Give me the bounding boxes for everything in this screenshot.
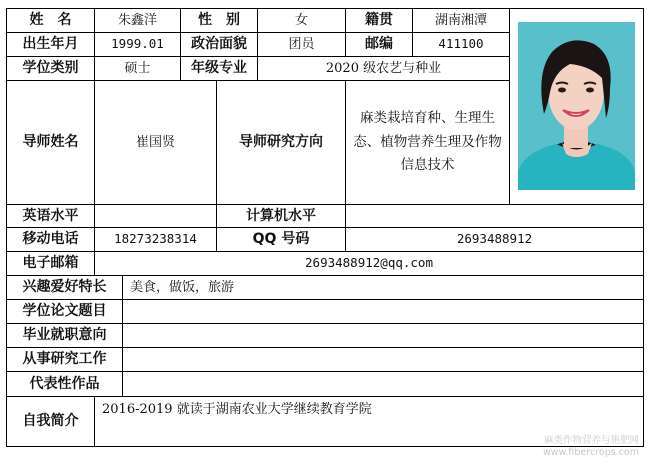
advisor-value: 崔国贤 (94, 80, 217, 205)
intro-value: 2016-2019 就读于湖南农业大学继续教育学院 (94, 396, 644, 447)
hobby-label: 兴趣爱好特长 (6, 275, 123, 300)
watermark-title: 麻类作物营养与施肥网 (543, 435, 639, 447)
name-value: 朱鑫洋 (94, 8, 181, 33)
birth-value: 1999.01 (94, 32, 181, 57)
watermark-url: www.fibercrops.com (542, 447, 639, 459)
computer-label: 计算机水平 (216, 204, 346, 228)
portrait-photo (518, 22, 635, 190)
work-label: 从事研究工作 (6, 347, 123, 372)
politics-value: 团员 (257, 32, 346, 57)
computer-value (345, 204, 644, 228)
grade-value: 2020 级农艺与种业 (257, 56, 510, 81)
work-value (122, 347, 644, 372)
email-label: 电子邮箱 (6, 251, 95, 276)
thesis-value (122, 299, 644, 324)
origin-label: 籍贯 (345, 8, 413, 33)
qq-value: 2693488912 (345, 227, 644, 252)
gender-label: 性 别 (180, 8, 258, 33)
career-label: 毕业就职意向 (6, 323, 123, 348)
advisor-label: 导师姓名 (6, 80, 95, 205)
qq-label: QQ 号码 (216, 227, 346, 252)
grade-label: 年级专业 (180, 56, 258, 81)
research-label: 导师研究方向 (216, 80, 346, 205)
intro-label: 自我简介 (6, 396, 95, 447)
politics-label: 政治面貌 (180, 32, 258, 57)
works-label: 代表性作品 (6, 371, 123, 397)
email-value: 2693488912@qq.com (94, 251, 644, 276)
thesis-label: 学位论文题目 (6, 299, 123, 324)
postcode-label: 邮编 (345, 32, 413, 57)
origin-value: 湖南湘潭 (412, 8, 510, 33)
name-label: 姓 名 (6, 8, 95, 33)
english-value (94, 204, 217, 228)
degree-label: 学位类别 (6, 56, 95, 81)
phone-label: 移动电话 (6, 227, 95, 252)
postcode-value: 411100 (412, 32, 510, 57)
hobby-value: 美食，做饭，旅游 (122, 275, 644, 300)
watermark (543, 435, 639, 459)
research-value: 麻类栽培育种、生理生态、植物营养生理及作物信息技术 (345, 80, 510, 205)
degree-value: 硕士 (94, 56, 181, 81)
english-label: 英语水平 (6, 204, 95, 228)
career-value (122, 323, 644, 348)
birth-label: 出生年月 (6, 32, 95, 57)
works-value (122, 371, 644, 397)
gender-value: 女 (257, 8, 346, 33)
phone-value: 18273238314 (94, 227, 217, 252)
